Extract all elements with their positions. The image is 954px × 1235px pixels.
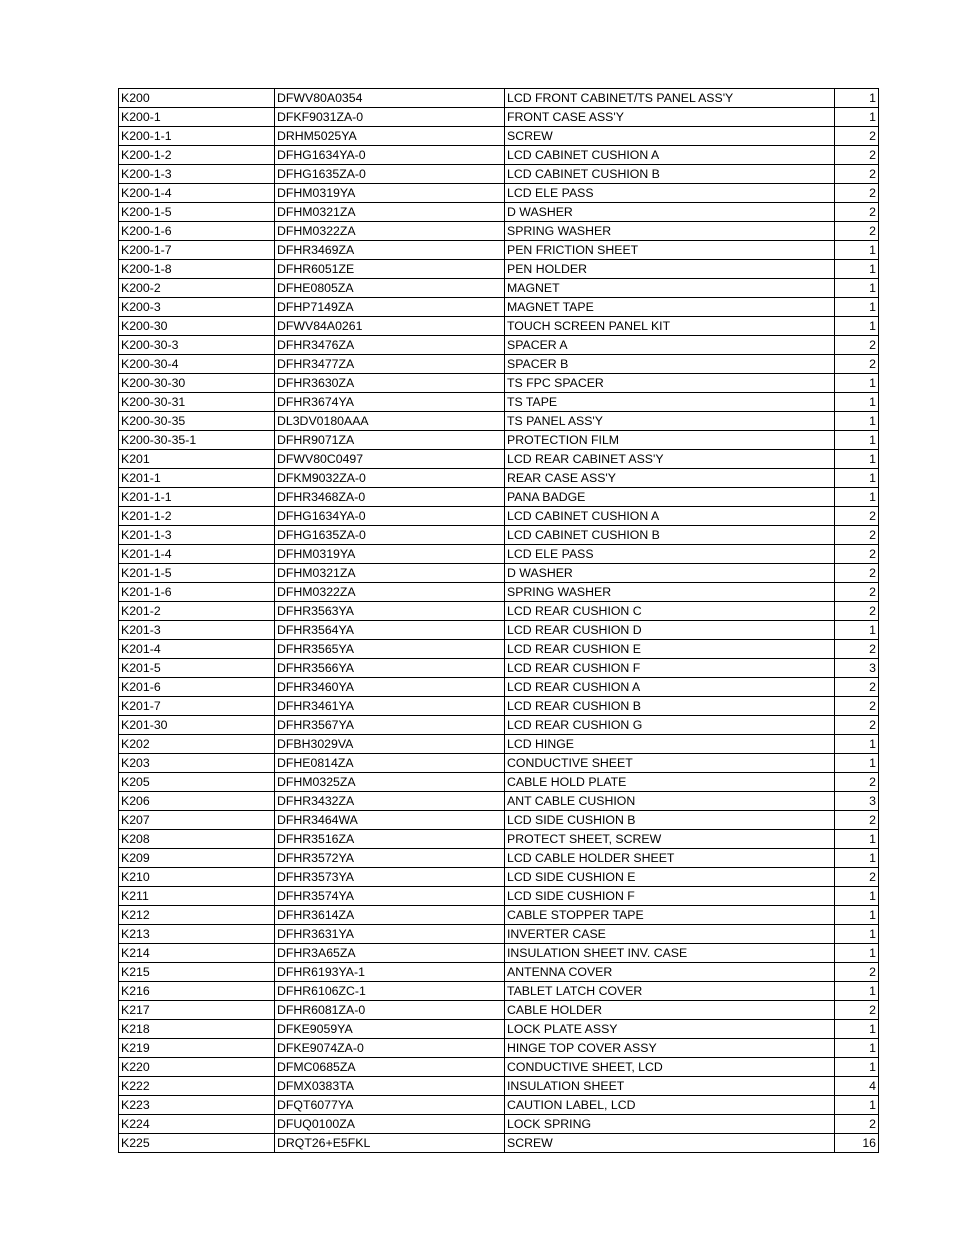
description-cell: LCD REAR CUSHION A bbox=[505, 678, 835, 697]
quantity-cell: 2 bbox=[835, 222, 879, 241]
part-number-cell: DFHM0325ZA bbox=[275, 773, 505, 792]
ref-no-cell: K203 bbox=[119, 754, 275, 773]
table-row bbox=[119, 564, 879, 583]
part-number-cell: DL3DV0180AAA bbox=[275, 412, 505, 431]
ref-no-cell: K222 bbox=[119, 1077, 275, 1096]
ref-no-cell: K201-6 bbox=[119, 678, 275, 697]
ref-no-cell: K201-1 bbox=[119, 469, 275, 488]
table-row bbox=[119, 830, 879, 849]
ref-no-cell: K212 bbox=[119, 906, 275, 925]
ref-no-cell: K200-30-30 bbox=[119, 374, 275, 393]
part-number-cell: DFWV84A0261 bbox=[275, 317, 505, 336]
ref-no-cell: K201 bbox=[119, 450, 275, 469]
quantity-cell: 16 bbox=[835, 1134, 879, 1153]
part-number-cell: DFMC0685ZA bbox=[275, 1058, 505, 1077]
description-cell: CABLE STOPPER TAPE bbox=[505, 906, 835, 925]
ref-no-cell: K200-1-4 bbox=[119, 184, 275, 203]
table-row bbox=[119, 279, 879, 298]
quantity-cell: 1 bbox=[835, 374, 879, 393]
quantity-cell: 2 bbox=[835, 868, 879, 887]
part-number-cell: DFHR3A65ZA bbox=[275, 944, 505, 963]
ref-no-cell: K201-30 bbox=[119, 716, 275, 735]
ref-no-cell: K201-5 bbox=[119, 659, 275, 678]
quantity-cell: 1 bbox=[835, 735, 879, 754]
quantity-cell: 1 bbox=[835, 887, 879, 906]
part-number-cell: DFHR3564YA bbox=[275, 621, 505, 640]
table-row bbox=[119, 127, 879, 146]
part-number-cell: DFHG1634YA-0 bbox=[275, 507, 505, 526]
quantity-cell: 2 bbox=[835, 583, 879, 602]
part-number-cell: DFHR3476ZA bbox=[275, 336, 505, 355]
part-number-cell: DFHR6081ZA-0 bbox=[275, 1001, 505, 1020]
table-row bbox=[119, 754, 879, 773]
quantity-cell: 1 bbox=[835, 925, 879, 944]
quantity-cell: 1 bbox=[835, 450, 879, 469]
table-row bbox=[119, 203, 879, 222]
description-cell: PROTECTION FILM bbox=[505, 431, 835, 450]
description-cell: TS FPC SPACER bbox=[505, 374, 835, 393]
ref-no-cell: K200-1-5 bbox=[119, 203, 275, 222]
table-row bbox=[119, 1096, 879, 1115]
ref-no-cell: K200-2 bbox=[119, 279, 275, 298]
part-number-cell: DFMX0383TA bbox=[275, 1077, 505, 1096]
parts-list-body bbox=[119, 89, 879, 1153]
quantity-cell: 1 bbox=[835, 241, 879, 260]
part-number-cell: DFHM0319YA bbox=[275, 184, 505, 203]
ref-no-cell: K206 bbox=[119, 792, 275, 811]
table-row bbox=[119, 602, 879, 621]
quantity-cell: 1 bbox=[835, 108, 879, 127]
table-row bbox=[119, 222, 879, 241]
table-row bbox=[119, 184, 879, 203]
part-number-cell: DFWV80C0497 bbox=[275, 450, 505, 469]
ref-no-cell: K200-1-2 bbox=[119, 146, 275, 165]
ref-no-cell: K201-1-6 bbox=[119, 583, 275, 602]
ref-no-cell: K214 bbox=[119, 944, 275, 963]
part-number-cell: DFUQ0100ZA bbox=[275, 1115, 505, 1134]
table-row bbox=[119, 1115, 879, 1134]
table-row bbox=[119, 165, 879, 184]
part-number-cell: DRQT26+E5FKL bbox=[275, 1134, 505, 1153]
part-number-cell: DFHR3477ZA bbox=[275, 355, 505, 374]
description-cell: D WASHER bbox=[505, 203, 835, 222]
ref-no-cell: K200-1-6 bbox=[119, 222, 275, 241]
quantity-cell: 1 bbox=[835, 1058, 879, 1077]
ref-no-cell: K215 bbox=[119, 963, 275, 982]
quantity-cell: 1 bbox=[835, 982, 879, 1001]
quantity-cell: 2 bbox=[835, 526, 879, 545]
part-number-cell: DFHE0805ZA bbox=[275, 279, 505, 298]
table-row bbox=[119, 944, 879, 963]
description-cell: LCD REAR CUSHION F bbox=[505, 659, 835, 678]
part-number-cell: DFHG1635ZA-0 bbox=[275, 526, 505, 545]
quantity-cell: 3 bbox=[835, 792, 879, 811]
table-row bbox=[119, 1058, 879, 1077]
description-cell: CONDUCTIVE SHEET, LCD bbox=[505, 1058, 835, 1077]
description-cell: TS PANEL ASS'Y bbox=[505, 412, 835, 431]
quantity-cell: 1 bbox=[835, 393, 879, 412]
description-cell: LCD CABINET CUSHION B bbox=[505, 165, 835, 184]
part-number-cell: DFKF9031ZA-0 bbox=[275, 108, 505, 127]
table-row bbox=[119, 640, 879, 659]
table-row bbox=[119, 849, 879, 868]
part-number-cell: DFKE9074ZA-0 bbox=[275, 1039, 505, 1058]
ref-no-cell: K219 bbox=[119, 1039, 275, 1058]
part-number-cell: DFHR3674YA bbox=[275, 393, 505, 412]
description-cell: FRONT CASE ASS'Y bbox=[505, 108, 835, 127]
table-row bbox=[119, 1020, 879, 1039]
table-row bbox=[119, 887, 879, 906]
quantity-cell: 2 bbox=[835, 716, 879, 735]
description-cell: TS TAPE bbox=[505, 393, 835, 412]
description-cell: SPRING WASHER bbox=[505, 222, 835, 241]
description-cell: INSULATION SHEET INV. CASE bbox=[505, 944, 835, 963]
ref-no-cell: K224 bbox=[119, 1115, 275, 1134]
table-row bbox=[119, 735, 879, 754]
ref-no-cell: K211 bbox=[119, 887, 275, 906]
description-cell: LCD REAR CUSHION D bbox=[505, 621, 835, 640]
part-number-cell: DFHR3573YA bbox=[275, 868, 505, 887]
quantity-cell: 3 bbox=[835, 659, 879, 678]
description-cell: LOCK PLATE ASSY bbox=[505, 1020, 835, 1039]
ref-no-cell: K200-1 bbox=[119, 108, 275, 127]
ref-no-cell: K218 bbox=[119, 1020, 275, 1039]
table-row bbox=[119, 811, 879, 830]
ref-no-cell: K201-3 bbox=[119, 621, 275, 640]
part-number-cell: DFHR3516ZA bbox=[275, 830, 505, 849]
table-row bbox=[119, 355, 879, 374]
table-row bbox=[119, 621, 879, 640]
ref-no-cell: K200-1-3 bbox=[119, 165, 275, 184]
description-cell: LCD REAR CUSHION B bbox=[505, 697, 835, 716]
table-row bbox=[119, 108, 879, 127]
ref-no-cell: K225 bbox=[119, 1134, 275, 1153]
ref-no-cell: K201-1-5 bbox=[119, 564, 275, 583]
table-row bbox=[119, 792, 879, 811]
quantity-cell: 1 bbox=[835, 298, 879, 317]
ref-no-cell: K209 bbox=[119, 849, 275, 868]
part-number-cell: DFHG1634YA-0 bbox=[275, 146, 505, 165]
part-number-cell: DFHM0321ZA bbox=[275, 203, 505, 222]
description-cell: CAUTION LABEL, LCD bbox=[505, 1096, 835, 1115]
quantity-cell: 1 bbox=[835, 469, 879, 488]
ref-no-cell: K201-1-4 bbox=[119, 545, 275, 564]
table-row bbox=[119, 545, 879, 564]
part-number-cell: DFHR6051ZE bbox=[275, 260, 505, 279]
quantity-cell: 2 bbox=[835, 355, 879, 374]
part-number-cell: DFHR3574YA bbox=[275, 887, 505, 906]
quantity-cell: 1 bbox=[835, 260, 879, 279]
table-row bbox=[119, 374, 879, 393]
part-number-cell: DFHR3432ZA bbox=[275, 792, 505, 811]
part-number-cell: DFHG1635ZA-0 bbox=[275, 165, 505, 184]
table-row bbox=[119, 469, 879, 488]
part-number-cell: DFHR3567YA bbox=[275, 716, 505, 735]
table-row bbox=[119, 336, 879, 355]
ref-no-cell: K201-1-2 bbox=[119, 507, 275, 526]
quantity-cell: 2 bbox=[835, 678, 879, 697]
description-cell: LCD SIDE CUSHION B bbox=[505, 811, 835, 830]
ref-no-cell: K200-30 bbox=[119, 317, 275, 336]
description-cell: PEN HOLDER bbox=[505, 260, 835, 279]
ref-no-cell: K220 bbox=[119, 1058, 275, 1077]
part-number-cell: DFKM9032ZA-0 bbox=[275, 469, 505, 488]
part-number-cell: DFKE9059YA bbox=[275, 1020, 505, 1039]
part-number-cell: DFHM0319YA bbox=[275, 545, 505, 564]
quantity-cell: 2 bbox=[835, 203, 879, 222]
description-cell: CABLE HOLD PLATE bbox=[505, 773, 835, 792]
description-cell: INVERTER CASE bbox=[505, 925, 835, 944]
part-number-cell: DFHR3460YA bbox=[275, 678, 505, 697]
quantity-cell: 2 bbox=[835, 336, 879, 355]
description-cell: LCD REAR CUSHION C bbox=[505, 602, 835, 621]
description-cell: TABLET LATCH COVER bbox=[505, 982, 835, 1001]
quantity-cell: 2 bbox=[835, 697, 879, 716]
quantity-cell: 2 bbox=[835, 564, 879, 583]
quantity-cell: 1 bbox=[835, 89, 879, 108]
table-row bbox=[119, 1001, 879, 1020]
ref-no-cell: K200-30-35-1 bbox=[119, 431, 275, 450]
ref-no-cell: K201-7 bbox=[119, 697, 275, 716]
part-number-cell: DFHR6193YA-1 bbox=[275, 963, 505, 982]
description-cell: PROTECT SHEET, SCREW bbox=[505, 830, 835, 849]
table-row bbox=[119, 526, 879, 545]
quantity-cell: 2 bbox=[835, 640, 879, 659]
part-number-cell: DFHR3566YA bbox=[275, 659, 505, 678]
quantity-cell: 2 bbox=[835, 184, 879, 203]
quantity-cell: 1 bbox=[835, 621, 879, 640]
part-number-cell: DRHM5025YA bbox=[275, 127, 505, 146]
part-number-cell: DFHR3469ZA bbox=[275, 241, 505, 260]
ref-no-cell: K223 bbox=[119, 1096, 275, 1115]
ref-no-cell: K201-2 bbox=[119, 602, 275, 621]
description-cell: LCD CABINET CUSHION A bbox=[505, 507, 835, 526]
description-cell: LCD FRONT CABINET/TS PANEL ASS'Y bbox=[505, 89, 835, 108]
table-row bbox=[119, 1039, 879, 1058]
ref-no-cell: K201-4 bbox=[119, 640, 275, 659]
description-cell: LCD REAR CUSHION E bbox=[505, 640, 835, 659]
part-number-cell: DFHR3563YA bbox=[275, 602, 505, 621]
part-number-cell: DFHR3464WA bbox=[275, 811, 505, 830]
part-number-cell: DFWV80A0354 bbox=[275, 89, 505, 108]
ref-no-cell: K200-30-35 bbox=[119, 412, 275, 431]
part-number-cell: DFHR6106ZC-1 bbox=[275, 982, 505, 1001]
quantity-cell: 1 bbox=[835, 488, 879, 507]
quantity-cell: 1 bbox=[835, 944, 879, 963]
ref-no-cell: K200-30-31 bbox=[119, 393, 275, 412]
quantity-cell: 2 bbox=[835, 602, 879, 621]
quantity-cell: 2 bbox=[835, 545, 879, 564]
table-row bbox=[119, 1077, 879, 1096]
ref-no-cell: K207 bbox=[119, 811, 275, 830]
description-cell: LCD CABLE HOLDER SHEET bbox=[505, 849, 835, 868]
table-row bbox=[119, 583, 879, 602]
ref-no-cell: K217 bbox=[119, 1001, 275, 1020]
part-number-cell: DFHR9071ZA bbox=[275, 431, 505, 450]
description-cell: ANT CABLE CUSHION bbox=[505, 792, 835, 811]
quantity-cell: 1 bbox=[835, 317, 879, 336]
part-number-cell: DFHR3614ZA bbox=[275, 906, 505, 925]
ref-no-cell: K205 bbox=[119, 773, 275, 792]
description-cell: LCD ELE PASS bbox=[505, 184, 835, 203]
quantity-cell: 2 bbox=[835, 773, 879, 792]
quantity-cell: 1 bbox=[835, 906, 879, 925]
part-number-cell: DFHM0322ZA bbox=[275, 222, 505, 241]
quantity-cell: 1 bbox=[835, 830, 879, 849]
description-cell: LCD REAR CABINET ASS'Y bbox=[505, 450, 835, 469]
ref-no-cell: K200-1-7 bbox=[119, 241, 275, 260]
description-cell: LCD CABINET CUSHION B bbox=[505, 526, 835, 545]
table-row bbox=[119, 678, 879, 697]
table-row bbox=[119, 925, 879, 944]
description-cell: TOUCH SCREEN PANEL KIT bbox=[505, 317, 835, 336]
parts-list-table bbox=[118, 88, 879, 1153]
ref-no-cell: K200 bbox=[119, 89, 275, 108]
part-number-cell: DFHP7149ZA bbox=[275, 298, 505, 317]
description-cell: SCREW bbox=[505, 127, 835, 146]
description-cell: PANA BADGE bbox=[505, 488, 835, 507]
quantity-cell: 2 bbox=[835, 146, 879, 165]
table-row bbox=[119, 773, 879, 792]
description-cell: HINGE TOP COVER ASSY bbox=[505, 1039, 835, 1058]
table-row bbox=[119, 317, 879, 336]
part-number-cell: DFHM0322ZA bbox=[275, 583, 505, 602]
description-cell: INSULATION SHEET bbox=[505, 1077, 835, 1096]
table-row bbox=[119, 982, 879, 1001]
table-row bbox=[119, 868, 879, 887]
table-row bbox=[119, 298, 879, 317]
description-cell: PEN FRICTION SHEET bbox=[505, 241, 835, 260]
ref-no-cell: K201-1-1 bbox=[119, 488, 275, 507]
ref-no-cell: K200-1-8 bbox=[119, 260, 275, 279]
description-cell: SPRING WASHER bbox=[505, 583, 835, 602]
description-cell: LCD CABINET CUSHION A bbox=[505, 146, 835, 165]
quantity-cell: 2 bbox=[835, 811, 879, 830]
part-number-cell: DFHM0321ZA bbox=[275, 564, 505, 583]
part-number-cell: DFHE0814ZA bbox=[275, 754, 505, 773]
table-row bbox=[119, 697, 879, 716]
description-cell: LOCK SPRING bbox=[505, 1115, 835, 1134]
table-row bbox=[119, 393, 879, 412]
part-number-cell: DFHR3572YA bbox=[275, 849, 505, 868]
part-number-cell: DFHR3565YA bbox=[275, 640, 505, 659]
quantity-cell: 2 bbox=[835, 1001, 879, 1020]
table-row bbox=[119, 906, 879, 925]
part-number-cell: DFBH3029VA bbox=[275, 735, 505, 754]
table-row bbox=[119, 431, 879, 450]
table-row bbox=[119, 963, 879, 982]
part-number-cell: DFQT6077YA bbox=[275, 1096, 505, 1115]
description-cell: LCD HINGE bbox=[505, 735, 835, 754]
quantity-cell: 2 bbox=[835, 507, 879, 526]
quantity-cell: 2 bbox=[835, 1115, 879, 1134]
ref-no-cell: K200-30-3 bbox=[119, 336, 275, 355]
part-number-cell: DFHR3630ZA bbox=[275, 374, 505, 393]
description-cell: LCD SIDE CUSHION E bbox=[505, 868, 835, 887]
table-row bbox=[119, 89, 879, 108]
ref-no-cell: K200-30-4 bbox=[119, 355, 275, 374]
description-cell: SPACER B bbox=[505, 355, 835, 374]
description-cell: LCD ELE PASS bbox=[505, 545, 835, 564]
table-row bbox=[119, 412, 879, 431]
quantity-cell: 2 bbox=[835, 165, 879, 184]
table-row bbox=[119, 488, 879, 507]
table-row bbox=[119, 241, 879, 260]
quantity-cell: 4 bbox=[835, 1077, 879, 1096]
part-number-cell: DFHR3468ZA-0 bbox=[275, 488, 505, 507]
description-cell: D WASHER bbox=[505, 564, 835, 583]
quantity-cell: 1 bbox=[835, 412, 879, 431]
ref-no-cell: K202 bbox=[119, 735, 275, 754]
ref-no-cell: K213 bbox=[119, 925, 275, 944]
quantity-cell: 1 bbox=[835, 1039, 879, 1058]
description-cell: SPACER A bbox=[505, 336, 835, 355]
ref-no-cell: K200-3 bbox=[119, 298, 275, 317]
description-cell: REAR CASE ASS'Y bbox=[505, 469, 835, 488]
description-cell: LCD REAR CUSHION G bbox=[505, 716, 835, 735]
quantity-cell: 2 bbox=[835, 127, 879, 146]
table-row bbox=[119, 450, 879, 469]
table-row bbox=[119, 146, 879, 165]
table-row bbox=[119, 507, 879, 526]
table-row bbox=[119, 659, 879, 678]
part-number-cell: DFHR3461YA bbox=[275, 697, 505, 716]
quantity-cell: 1 bbox=[835, 754, 879, 773]
description-cell: MAGNET bbox=[505, 279, 835, 298]
description-cell: MAGNET TAPE bbox=[505, 298, 835, 317]
description-cell: LCD SIDE CUSHION F bbox=[505, 887, 835, 906]
quantity-cell: 1 bbox=[835, 431, 879, 450]
ref-no-cell: K208 bbox=[119, 830, 275, 849]
ref-no-cell: K210 bbox=[119, 868, 275, 887]
table-row bbox=[119, 716, 879, 735]
quantity-cell: 1 bbox=[835, 849, 879, 868]
table-row bbox=[119, 1134, 879, 1153]
description-cell: SCREW bbox=[505, 1134, 835, 1153]
ref-no-cell: K200-1-1 bbox=[119, 127, 275, 146]
description-cell: CABLE HOLDER bbox=[505, 1001, 835, 1020]
quantity-cell: 1 bbox=[835, 1096, 879, 1115]
description-cell: ANTENNA COVER bbox=[505, 963, 835, 982]
part-number-cell: DFHR3631YA bbox=[275, 925, 505, 944]
quantity-cell: 1 bbox=[835, 279, 879, 298]
description-cell: CONDUCTIVE SHEET bbox=[505, 754, 835, 773]
table-row bbox=[119, 260, 879, 279]
ref-no-cell: K216 bbox=[119, 982, 275, 1001]
quantity-cell: 2 bbox=[835, 963, 879, 982]
quantity-cell: 1 bbox=[835, 1020, 879, 1039]
ref-no-cell: K201-1-3 bbox=[119, 526, 275, 545]
